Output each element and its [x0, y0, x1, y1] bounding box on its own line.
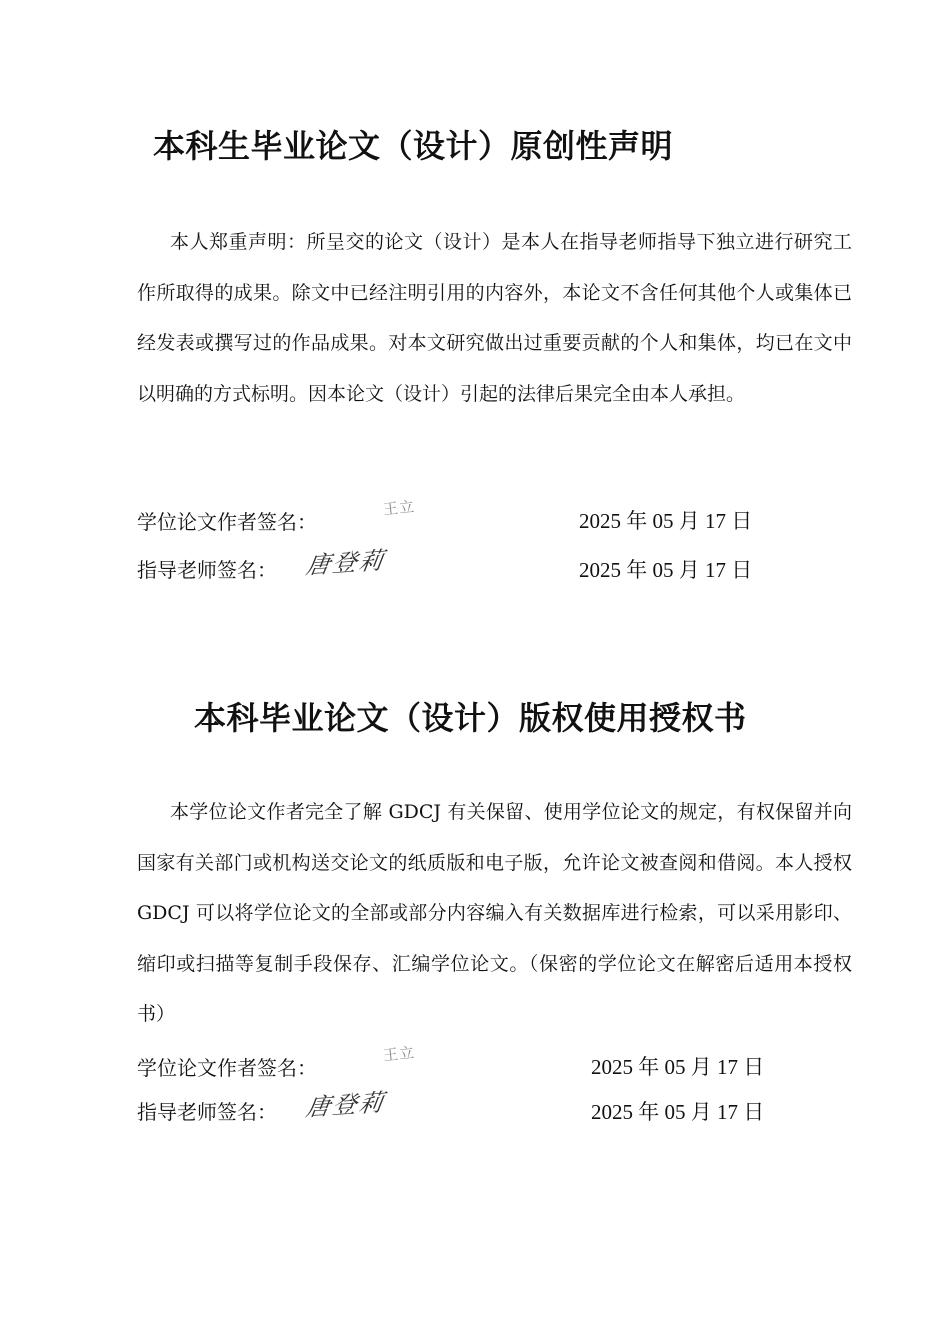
declaration-advisor-label: 指导老师签名： [137, 558, 277, 582]
declaration-advisor-signature: 唐登莉 [304, 546, 388, 580]
authorization-author-date: 2025 年 05 月 17 日 [591, 1055, 765, 1079]
declaration-author-date: 2025 年 05 月 17 日 [579, 509, 753, 533]
authorization-advisor-label: 指导老师签名： [137, 1100, 277, 1124]
authorization-title: 本科毕业论文（设计）版权使用授权书 [194, 699, 747, 737]
authorization-advisor-date: 2025 年 05 月 17 日 [591, 1100, 765, 1124]
authorization-author-signature: 王立 [382, 1043, 416, 1065]
declaration-advisor-date: 2025 年 05 月 17 日 [579, 558, 753, 582]
authorization-advisor-signature: 唐登莉 [304, 1088, 388, 1122]
declaration-title: 本科生毕业论文（设计）原创性声明 [153, 127, 674, 165]
declaration-author-label: 学位论文作者签名： [137, 510, 317, 534]
declaration-author-signature: 王立 [382, 497, 416, 519]
authorization-author-label: 学位论文作者签名： [137, 1056, 317, 1080]
authorization-paragraph: 本学位论文作者完全了解 GDCJ 有关保留、使用学位论文的规定，有权保留并向国家有关部门或机构送交论文的纸质版和电子版，允许论文被查阅和借阅。本人授权 GDCJ 可以将学位论文的全部或部分内容编入有关数据库进行检索，可以采用影印、缩印或扫描等复制手段保存、汇编学位论文。（保密的学位论文在解密后适用本授权书） [137, 801, 852, 1025]
declaration-paragraph: 本人郑重声明：所呈交的论文（设计）是本人在指导老师指导下独立进行研究工作所取得的成果。除文中已经注明引用的内容外，本论文不含任何其他个人或集体已经发表或撰写过的作品成果。对本文研究做出过重要贡献的个人和集体，均已在文中以明确的方式标明。因本论文（设计）引起的法律后果完全由本人承担。 [137, 231, 852, 405]
